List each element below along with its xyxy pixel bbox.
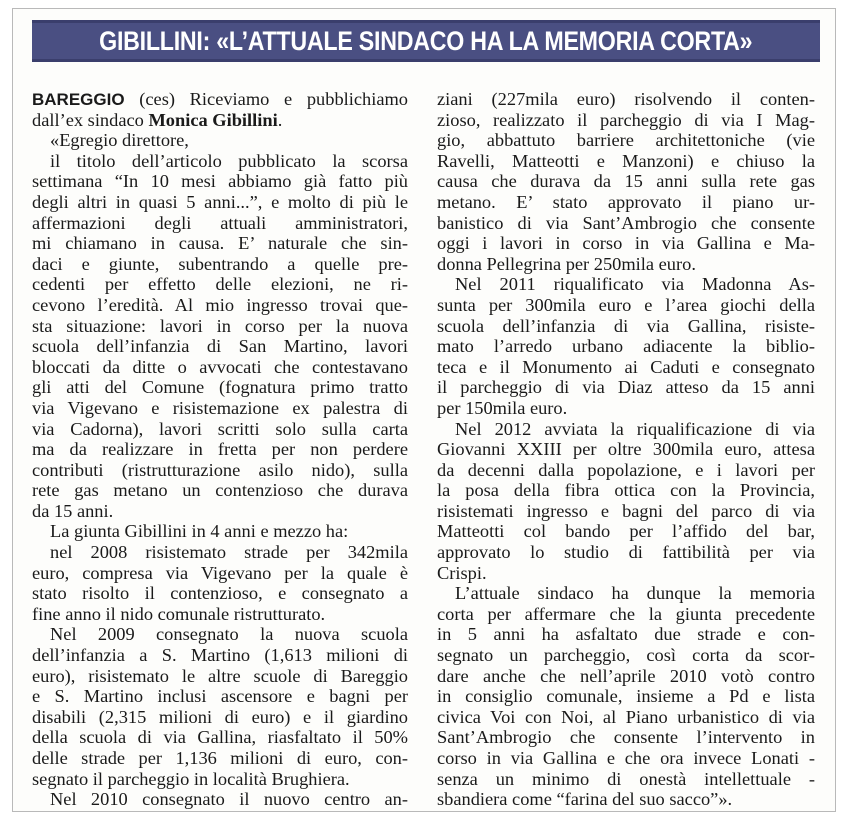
kicker-location: BAREGGIO: [32, 90, 125, 109]
text-line: [32, 336, 408, 357]
text-line: [32, 501, 408, 522]
text-line: [32, 254, 408, 275]
line-text: rete gas metano un contenzioso che durava: [32, 480, 408, 501]
line-text: Giovanni XXIII per oltre 300mila euro, attesa: [437, 439, 815, 460]
line-text: della scuola di via Gallina, riasfaltato il 50%: [32, 727, 408, 748]
text-line: [32, 419, 408, 440]
line-text: teca e il Monumento ai Caduti e consegnato: [437, 356, 815, 377]
text-line: [437, 645, 815, 666]
line-text: disabili (2,315 milioni di euro) e il giardino: [32, 706, 408, 727]
text-line: [32, 130, 408, 151]
line-text: euro, compresa via Vigevano per la quale è: [32, 562, 408, 583]
text-line: [32, 213, 408, 234]
line-text: scuola dell’infanzia di via Gallina, risiste-: [437, 315, 815, 336]
line-text: via Cadorna), lavori scritti solo sulla carta: [32, 418, 408, 439]
author-name: Monica Gibillini: [148, 109, 278, 130]
line-text: sunta per 300mila euro e l’area giochi della: [437, 294, 815, 315]
line-text: .: [277, 109, 283, 130]
text-line: [437, 666, 815, 687]
line-text: via Vigevano e risistemazione ex palestra di: [32, 397, 408, 418]
text-line: [32, 316, 408, 337]
text-line: [437, 171, 815, 192]
line-text: ma da realizzare in fretta per non perdere: [32, 439, 408, 460]
line-text: stato risolto il contenzioso, e consegnato a: [32, 583, 408, 604]
text-line: [437, 316, 815, 337]
line-text: causa che durava da 15 anni sulla rete gas: [437, 171, 815, 192]
text-line: [32, 686, 408, 707]
line-text: Nel 2009 consegnato la nuova scuola: [50, 624, 408, 645]
text-line: [32, 151, 408, 172]
line-text: affermazioni degli attuali amministratori,: [32, 212, 408, 233]
line-text: corta per affermare che la giunta precedente: [437, 603, 815, 624]
text-line: [32, 398, 408, 419]
line-text: donna Pellegrina per 250mila euro.: [437, 253, 696, 274]
line-text: segnato un parcheggio, così corta da scor-: [437, 645, 815, 666]
line-text: sta situazione: lavori in corso per la nuova: [32, 315, 408, 336]
text-line: [437, 89, 815, 110]
line-text: nel 2008 risistemato strade per 342mila: [50, 542, 408, 563]
text-line: [437, 357, 815, 378]
text-line: [437, 727, 815, 748]
line-text: in 5 anni ha asfaltato due strade e con-: [437, 624, 815, 645]
line-text: dell’infanzia a S. Martino (1,613 milioni di: [32, 645, 408, 666]
line-text: Nel 2011 riqualificato via Madonna As-: [455, 274, 815, 295]
text-line: [32, 624, 408, 645]
text-line: [32, 521, 408, 542]
text-line: [437, 686, 815, 707]
line-text: settimana “In 10 mesi abbiamo già fatto più: [32, 171, 408, 192]
article-column-right: [437, 89, 815, 810]
text-line: [32, 295, 408, 316]
text-line: [437, 192, 815, 213]
text-line: [32, 357, 408, 378]
text-line: [32, 274, 408, 295]
text-line: [437, 460, 815, 481]
text-line: [32, 583, 408, 604]
text-line: [437, 151, 815, 172]
headline-banner: [32, 20, 820, 62]
line-text: bloccati da ditte o avvocati che contestavano: [32, 356, 408, 377]
text-line: [32, 748, 408, 769]
text-line: [32, 563, 408, 584]
line-text: contributi (ristrutturazione asilo nido), sulla: [32, 459, 408, 480]
text-line: [437, 295, 815, 316]
line-text: L’attuale sindaco ha dunque la memoria: [455, 583, 815, 604]
text-line: [437, 398, 815, 419]
text-line: [32, 542, 408, 563]
text-line: [32, 110, 408, 131]
line-text: «Egregio direttore,: [50, 130, 189, 151]
line-text: e S. Martino inclusi ascensore e bagni per: [32, 686, 408, 707]
text-line: [32, 480, 408, 501]
line-text: zioso, realizzato il parcheggio di via I Mag-: [437, 109, 815, 130]
line-text: senza un minimo di onestà intellettuale -: [437, 768, 815, 789]
text-line: [32, 707, 408, 728]
text-line: [437, 604, 815, 625]
line-text: la posa della fibra ottica con la Provincia,: [437, 480, 815, 501]
line-text: ziani (227mila euro) risolvendo il conten-: [437, 89, 815, 109]
text-line: [32, 789, 408, 810]
text-line: [437, 419, 815, 440]
text-line: [437, 213, 815, 234]
text-line: [32, 769, 408, 790]
text-line: [437, 254, 815, 275]
text-line: [437, 233, 815, 254]
line-text: oggi i lavori in corso in via Gallina e Ma-: [437, 233, 815, 254]
text-line: [32, 604, 408, 625]
line-text: dare anche che nell’aprile 2010 votò contro: [437, 665, 815, 686]
text-line: [32, 666, 408, 687]
line-text: Crispi.: [437, 562, 487, 583]
line-text: Nel 2012 avviata la riqualificazione di via: [455, 418, 815, 439]
text-line: [437, 583, 815, 604]
line-text: da decenni dalla popolazione, e i lavori per: [437, 459, 815, 480]
text-line: [437, 521, 815, 542]
line-text: civica Voi con Noi, al Piano urbanistico di via: [437, 706, 815, 727]
line-text: La giunta Gibillini in 4 anni e mezzo ha:: [50, 521, 349, 542]
line-text: degli altri in quasi 5 anni...”, e molto di più le: [32, 191, 408, 212]
text-line: [437, 439, 815, 460]
line-text: cedenti per effetto delle elezioni, ne ri-: [32, 274, 408, 295]
text-line: [32, 645, 408, 666]
text-line: [437, 624, 815, 645]
line-text: mi chiamano in causa. E’ naturale che sin-: [32, 233, 408, 254]
text-line: [437, 748, 815, 769]
line-text: gio, abbattuto barriere architettoniche (vie: [437, 130, 815, 151]
line-text: cevono l’eredità. Al mio ingresso trovai que-: [32, 294, 408, 315]
text-line: [437, 789, 815, 810]
line-text: (ces) Riceviamo e pubblichiamo: [124, 89, 408, 109]
text-line: [437, 542, 815, 563]
text-line: [32, 439, 408, 460]
article-column-left: [32, 89, 408, 810]
line-text: Nel 2010 consegnato il nuovo centro an-: [50, 789, 408, 810]
line-text: Matteotti col bando per l’affido del bar,: [437, 521, 815, 542]
line-text: banistico di via Sant’Ambrogio che consente: [437, 212, 815, 233]
line-text: risistemati ingresso e bagni del parco di via: [437, 500, 815, 521]
text-line: [437, 110, 815, 131]
text-line: [32, 377, 408, 398]
line-text: per 150mila euro.: [437, 397, 568, 418]
text-line: [32, 171, 408, 192]
line-text: Sant’Ambrogio che consente l’intervento in: [437, 727, 815, 748]
text-line: [32, 727, 408, 748]
text-line: [437, 130, 815, 151]
line-text: scuola dell’infanzia di San Martino, lavori: [32, 336, 408, 357]
line-text: daci e giunte, subentrando a quelle pre-: [32, 253, 408, 274]
headline: GIBILLINI: «L’ATTUALE SINDACO HA LA MEMORIA CORTA»: [99, 25, 753, 56]
line-text: il parcheggio di via Diaz atteso da 15 anni: [437, 377, 815, 398]
line-text: segnato il parcheggio in località Brughiera.: [32, 768, 350, 789]
line-text: corso in via Gallina e che ora invece Lonati -: [437, 748, 815, 768]
text-line: [437, 707, 815, 728]
text-line: [437, 274, 815, 295]
text-line: [437, 563, 815, 584]
text-line: [437, 769, 815, 790]
line-text: dall’ex sindaco: [32, 109, 149, 130]
line-text: gli atti del Comune (fognatura primo tratto: [32, 377, 408, 398]
line-text: metano. E’ stato approvato il piano ur-: [437, 191, 815, 212]
text-line: [437, 501, 815, 522]
text-line: [437, 480, 815, 501]
line-text: da 15 anni.: [32, 500, 114, 521]
line-text: in consiglio comunale, insieme a Pd e lista: [437, 686, 815, 707]
line-text: delle strade per 1,136 milioni di euro, con-: [32, 748, 408, 768]
text-line: [32, 192, 408, 213]
text-line: [32, 89, 408, 110]
line-text: il titolo dell’articolo pubblicato la scorsa: [50, 150, 408, 171]
text-line: [437, 377, 815, 398]
line-text: euro), risistemato le altre scuole di Bareggio: [32, 665, 408, 686]
line-text: approvato lo studio di fattibilità per via: [437, 542, 815, 563]
text-line: [437, 336, 815, 357]
line-text: Ravelli, Matteotti e Manzoni) e chiuso la: [437, 150, 815, 171]
line-text: fine anno il nido comunale ristrutturato.: [32, 603, 326, 624]
line-text: mato l’arredo urbano adiacente la biblio-: [437, 336, 815, 357]
line-text: sbandiera come “farina del suo sacco”».: [437, 789, 733, 810]
text-line: [32, 233, 408, 254]
text-line: [32, 460, 408, 481]
